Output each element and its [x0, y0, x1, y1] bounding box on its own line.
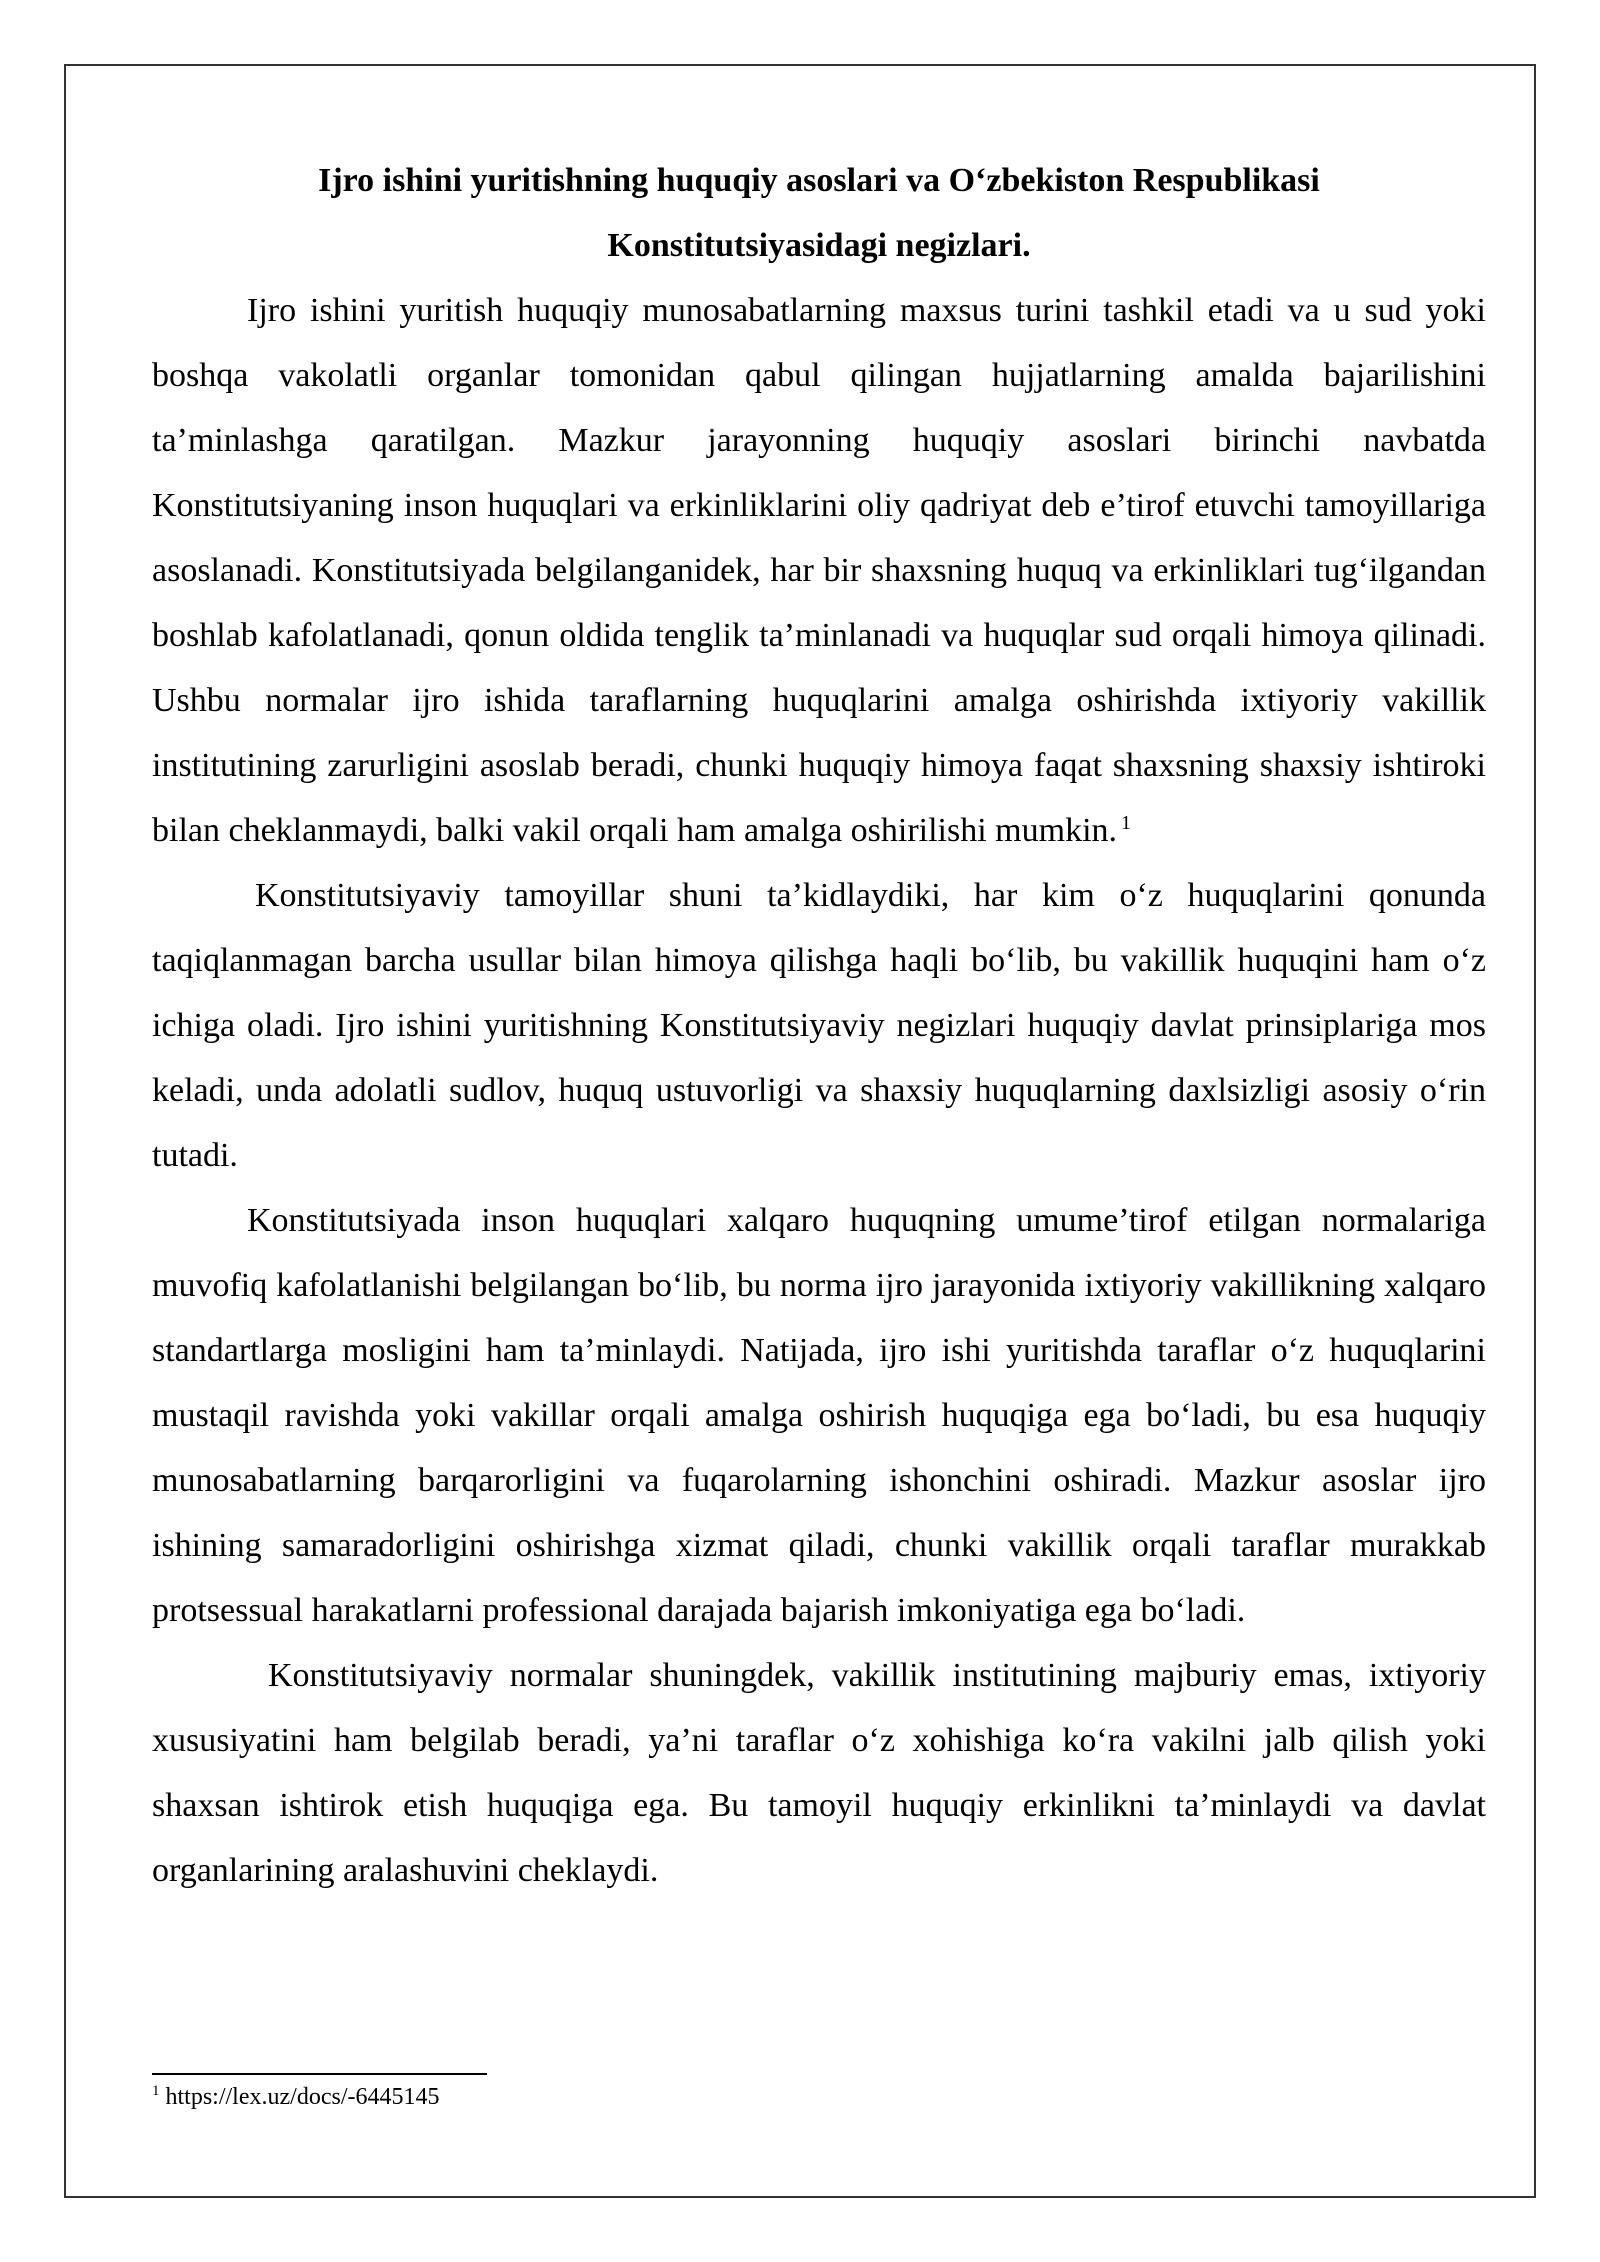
paragraph-3: Konstitutsiyada inson huquqlari xalqaro huquqning umume’tirof etilgan normalariga muvofiq kafolatlanishi belgilangan bo‘lib, bu norma ijro jarayonida ixtiyoriy vakillikning xalqaro standartlarga mosligini ham ta’minlaydi. Natijada, ijro ishi yuritishda taraflar o‘z huquqlarini mustaqil ravishda yoki vakillar orqali amalga oshirish huquqiga ega bo‘ladi, bu esa huquqiy munosabatlarning barqarorligini va fuqarolarning ishonchini oshiradi. Mazkur asoslar ijro ishining samaradorligini oshirishga xizmat qiladi, chunki vakillik orqali taraflar murakkab protsessual harakatlarni professional darajada bajarish imkoniyatiga ega bo‘ladi.: [152, 1202, 1486, 1629]
title-line-1: Ijro ishini yuritishning huquqiy asoslari va O‘zbekiston Respublikasi: [318, 162, 1320, 199]
paragraph-4: Konstitutsiyaviy normalar shuningdek, vakillik institutining majburiy emas, ixtiyoriy xususiyatini ham belgilab beradi, ya’ni taraflar o‘z xohishiga ko‘ra vakilni jalb qilish yoki shaxsan ishtirok etish huquqiga ega. Bu tamoyil huquqiy erkinlikni ta’minlaydi va davlat organlarining aralashuvini cheklaydi.: [152, 1657, 1486, 1889]
paragraph-1: [152, 278, 1486, 863]
footnote-link[interactable]: https://lex.uz/docs/-6445145: [165, 2084, 440, 2110]
paragraph-1-text: Ijro ishini yuritish huquqiy munosabatlarning maxsus turini tashkil etadi va u sud yoki boshqa vakolatli organlar tomonidan qabul qilingan hujjatlarning amalda bajarilishini ta’minlashga qaratilgan. Mazkur jarayonning huquqiy asoslari birinchi navbatda Konstitutsiyaning inson huquqlari va erkinliklarini oliy qadriyat deb e’tirof etuvchi tamoyillariga asoslanadi. Konstitutsiyada belgilanganidek, har bir shaxsning huquq va erkinliklari tug‘ilgandan boshlab kafolatlanadi, qonun oldida tenglik ta’minlanadi va huquqlar sud orqali himoya qilinadi. Ushbu normalar ijro ishida taraflarning huquqlarini amalga oshirishda ixtiyoriy vakillik institutining zarurligini asoslab beradi, chunki huquqiy himoya faqat shaxsning shaxsiy ishtiroki bilan cheklanmaydi, balki vakil orqali ham amalga oshirilishi mumkin.: [152, 292, 1486, 849]
title-line-2: Konstitutsiyasidagi negizlari.: [607, 227, 1031, 264]
paragraph-2: Konstitutsiyaviy tamoyillar shuni ta’kidlaydiki, har kim o‘z huquqlarini qonunda taqiqlanmagan barcha usullar bilan himoya qilishga haqli bo‘lib, bu vakillik huquqini ham o‘z ichiga oladi. Ijro ishini yuritishning Konstitutsiyaviy negizlari huquqiy davlat prinsiplariga mos keladi, unda adolatli sudlov, huquq ustuvorligi va shaxsiy huquqlarning daxlsizligi asosiy o‘rin tutadi.: [152, 877, 1486, 1174]
footnote: [152, 2081, 439, 2113]
document-title: [152, 148, 1486, 278]
document-body: [152, 148, 1486, 1903]
footnote-reference[interactable]: 1: [1121, 811, 1132, 834]
footnote-marker: 1: [152, 2083, 160, 2099]
footnote-separator: [152, 2073, 487, 2075]
